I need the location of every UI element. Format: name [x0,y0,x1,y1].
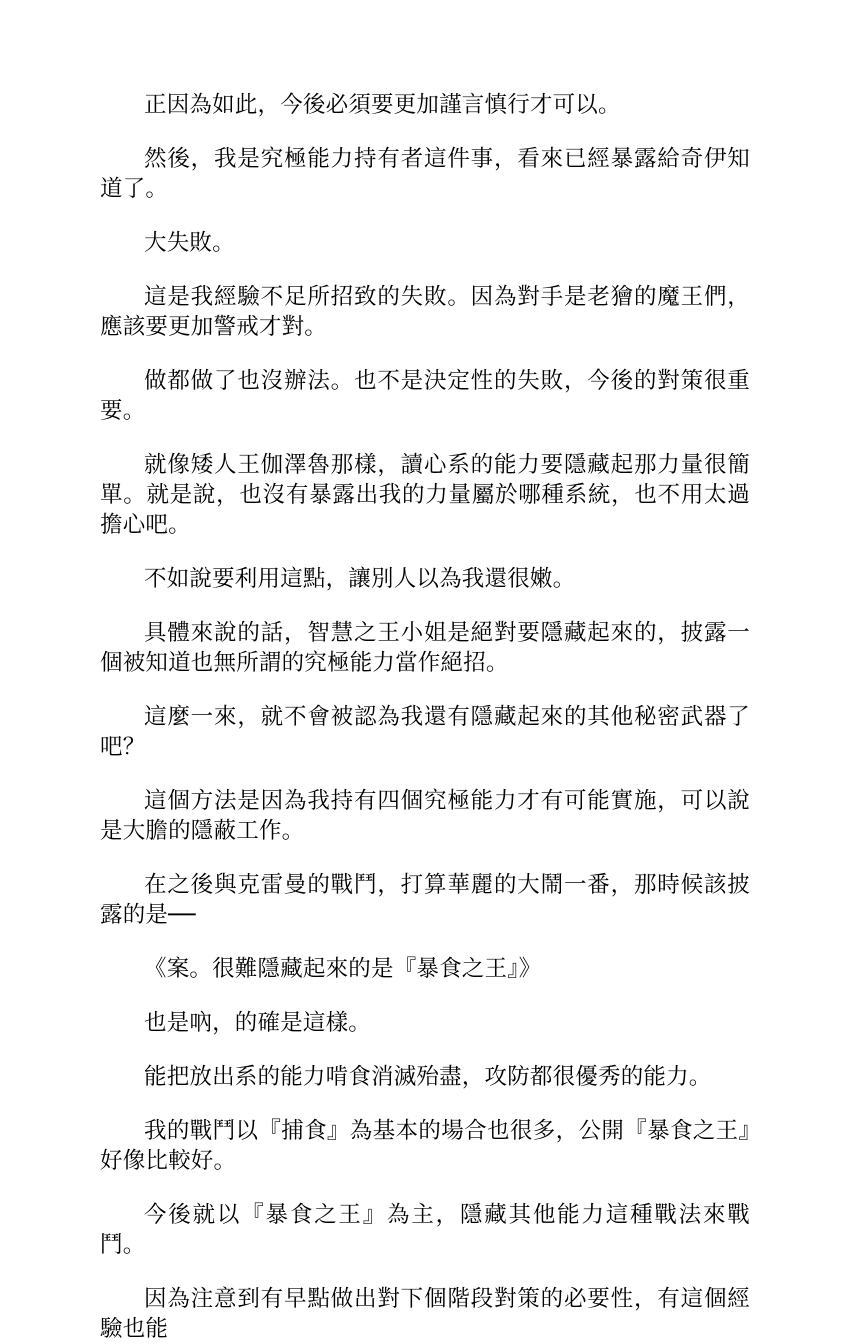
paragraph-15: 我的戰鬥以『捕食』為基本的場合也很多，公開『暴食之王』好像比較好。 [100,1118,750,1174]
paragraph-6: 就像矮人王伽澤魯那樣，讀心系的能力要隱藏起那力量很簡單。就是說，也沒有暴露出我的力量屬於哪種系統，也不用太過擔心吧。 [100,452,750,538]
paragraph-14: 能把放出系的能力啃食消滅殆盡，攻防都很優秀的能力。 [144,1064,712,1090]
document-body [100,90,750,1344]
paragraph-1: 正因為如此，今後必須要更加謹言慎行才可以。 [144,92,621,118]
paragraph-9: 這麼一來，就不會被認為我還有隱藏起來的其他秘密武器了吧？ [100,704,750,760]
paragraph-12: 《案。很難隱藏起來的是『暴食之王』》 [144,956,542,982]
paragraph-2: 然後，我是究極能力持有者這件事，看來已經暴露給奇伊知道了。 [100,146,750,202]
paragraph-7: 不如說要利用這點，讓別人以為我還很嫩。 [144,566,576,592]
paragraph-10: 這個方法是因為我持有四個究極能力才有可能實施，可以說是大膽的隱蔽工作。 [100,788,750,844]
paragraph-11: 在之後與克雷曼的戰鬥，打算華麗的大鬧一番，那時候該披露的是── [100,872,750,928]
paragraph-5: 做都做了也沒辦法。也不是決定性的失敗，今後的對策很重要。 [100,368,750,424]
paragraph-16: 今後就以『暴食之王』為主，隱藏其他能力這種戰法來戰鬥。 [100,1202,750,1258]
paragraph-17: 因為注意到有早點做出對下個階段對策的必要性，有這個經驗也能 [100,1286,750,1342]
paragraph-4: 這是我經驗不足所招致的失敗。因為對手是老獪的魔王們，應該要更加警戒才對。 [100,284,750,340]
paragraph-13: 也是吶，的確是這樣。 [144,1010,372,1036]
paragraph-3: 大失敗。 [144,230,235,256]
paragraph-8: 具體來說的話，智慧之王小姐是絕對要隱藏起來的，披露一個被知道也無所謂的究極能力當作絕招。 [100,620,750,676]
